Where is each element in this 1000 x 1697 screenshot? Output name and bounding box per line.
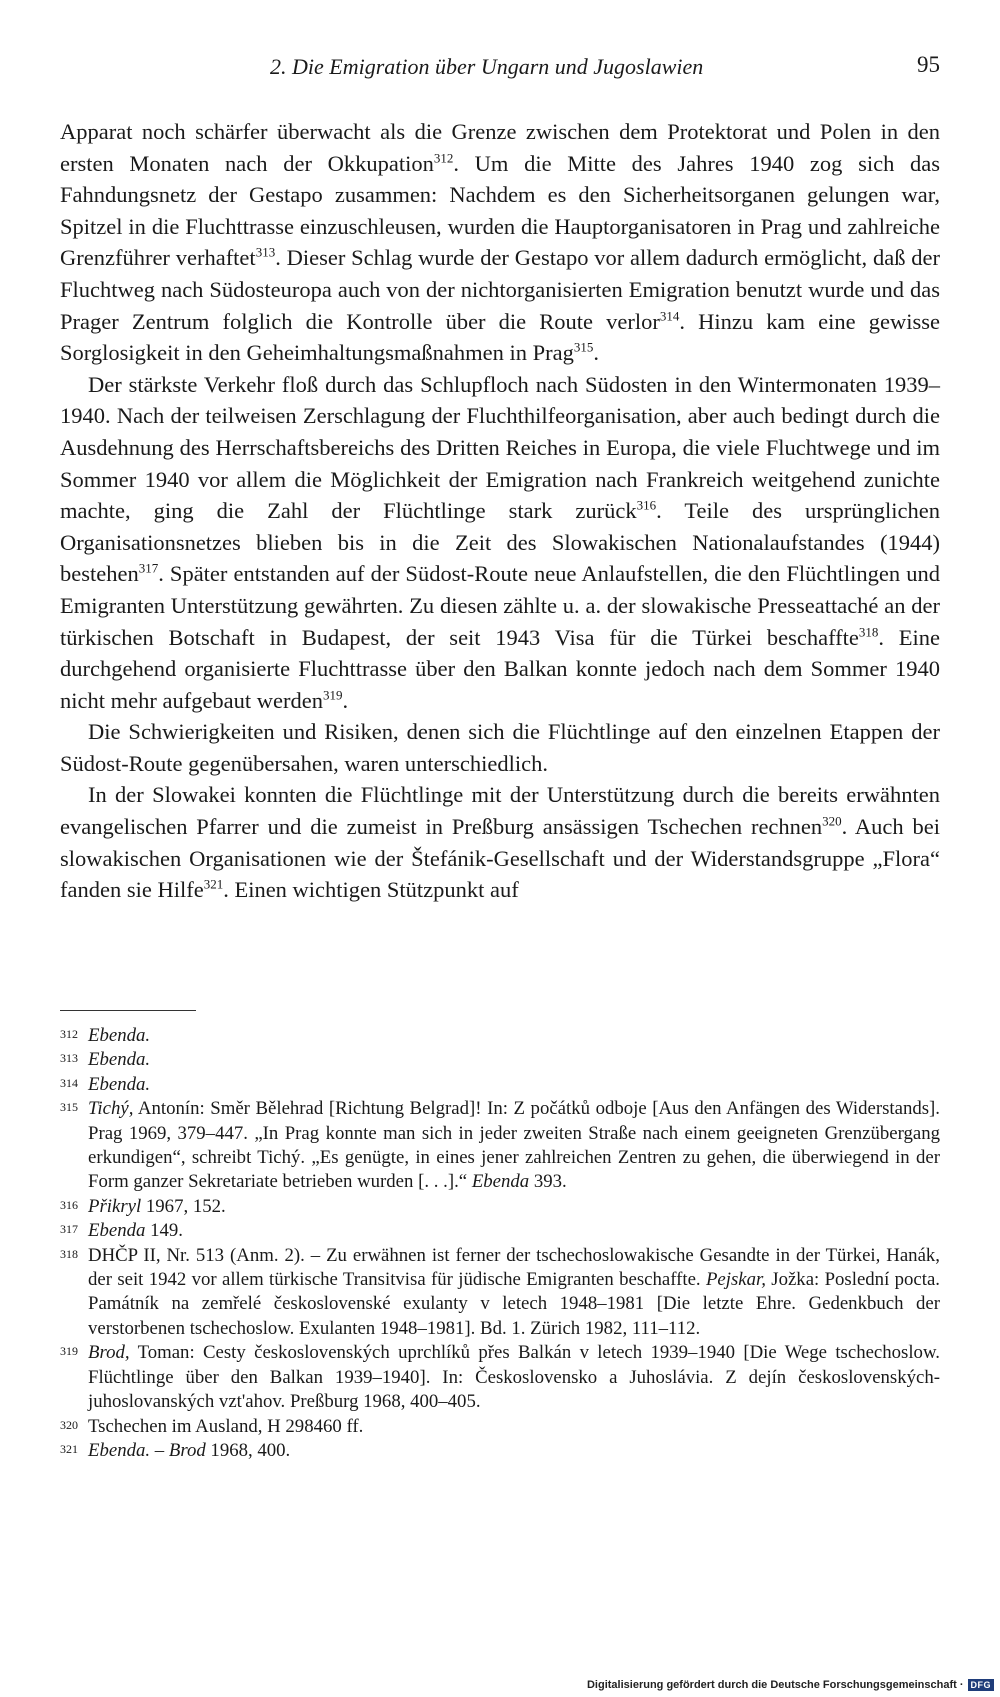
footnote-number: 321	[60, 1441, 78, 1456]
text-run: . Um die Mitte des Jahres 1940 zog sich das Fahndungsnetz der Gestapo zusammen: Nachdem es den Sicherheitsorganen gelungen war, Spitzel in die Fluchttrasse einzuschleusen, wurden die Hauptorganisatoren in Prag und zahlreiche Grenzführer verhaftet	[60, 150, 940, 271]
footnote-run: 393.	[529, 1171, 567, 1193]
text-run: . Auch bei slowakischen Organisationen wie der Štefánik-Gesellschaft und der Widerstandsgruppe „Flora“ fanden sie Hilfe	[60, 814, 940, 903]
footnote-run: Jožka: Poslední pocta. Památník na zemřelé československé exulanty v letech 1948–1981 [Die letzte Ehre. Gedenkbuch der verstorbenen tschechoslow. Exulanten 1948–1981]. Bd. 1. Zürich 1982, 111–112.	[88, 1269, 940, 1339]
footnote-reference[interactable]: 312	[433, 150, 454, 166]
footnote-number: 316	[60, 1197, 78, 1212]
footnote-number: 320	[60, 1417, 78, 1432]
footnote-italic: Ebenda.	[88, 1439, 151, 1461]
footnote-divider	[60, 1010, 196, 1011]
footnote-text	[88, 1073, 940, 1097]
text-run: In der Slowakei konnten die Flüchtlinge mit der Unterstützung durch die bereits erwähnten evangelischen Pfarrer und die zumeist in Preßburg ansässigen Tschechen rechnen	[60, 782, 940, 840]
footnote-italic: Ebenda.	[88, 1073, 151, 1095]
footnote-text	[88, 1415, 940, 1439]
text-run: .	[342, 687, 349, 713]
footnote-italic: Pejskar,	[705, 1269, 766, 1291]
footnote	[60, 1244, 940, 1342]
footnote-italic: Ebenda.	[88, 1025, 151, 1046]
digitization-credit	[587, 1679, 994, 1691]
footnote-italic: Ebenda	[88, 1220, 146, 1242]
text-run: . Dieser Schlag wurde der Gestapo vor allem dadurch ermöglicht, daß der Fluchtweg nach Südosteuropa auch von der nichtorganisierten Emigration benutzt wurde und das Prager Zentrum folglich die Kontrolle über die Route verlor	[60, 245, 940, 334]
footnote-text	[88, 1439, 940, 1463]
footnote-reference[interactable]: 316	[636, 497, 657, 513]
paragraph	[60, 116, 940, 369]
footnote-text	[88, 1097, 940, 1195]
footnote	[60, 1439, 940, 1463]
paragraph	[60, 716, 940, 779]
footnote-run: 1968, 400.	[205, 1439, 291, 1461]
text-run: . Eine durchgehend organisierte Fluchttrasse über den Balkan konnte jedoch nach dem Sommer 1940 nicht mehr aufgebaut werden	[60, 624, 941, 713]
footnote-reference[interactable]: 319	[323, 687, 343, 703]
footnote-number: 318	[60, 1246, 78, 1261]
digitization-credit-text: Digitalisierung gefördert durch die Deutsche Forschungsgemeinschaft ·	[586, 1679, 964, 1691]
text-run: . Teile des ursprünglichen Organisationsnetzes blieben bis in die Zeit des Slowakischen Nationalaufstandes (1944) bestehen	[60, 498, 941, 587]
footnote	[60, 1024, 940, 1048]
footnote-text	[88, 1195, 940, 1219]
footnote-italic: Přikryl	[88, 1195, 142, 1217]
footnote-run: 149.	[145, 1220, 183, 1242]
footnote-reference[interactable]: 314	[659, 308, 680, 324]
footnote-number: 313	[60, 1051, 78, 1066]
footnote-italic: Brod	[168, 1439, 206, 1461]
footnote-reference[interactable]: 317	[138, 560, 159, 576]
footnote-text	[88, 1048, 940, 1072]
footnote	[60, 1097, 940, 1195]
footnote-italic: Ebenda	[471, 1171, 530, 1193]
page-header	[60, 52, 940, 88]
page-number: 95	[917, 52, 940, 77]
footnote-run: DHČP II, Nr. 513 (Anm. 2). – Zu erwähnen ist ferner der tschechoslowakische Gesandte in der Türkei, Hanák, der seit 1942 vor allem türkische Transitvisa für jüdische Emigranten beschaffte.	[88, 1244, 940, 1291]
text-run: Apparat noch schärfer überwacht als die Grenze zwischen dem Protektorat und Polen in den ersten Monaten nach der Okkupation	[60, 119, 940, 176]
text-run: . Hinzu kam eine gewisse Sorglosigkeit in den Geheimhaltungsmaßnahmen in Prag	[60, 308, 940, 366]
footnote	[60, 1415, 940, 1439]
footnote-italic: Tichý,	[88, 1098, 134, 1120]
footnote-run: Toman: Cesty československých uprchlíků přes Balkán v letech 1939–1940 [Die Wege tschechoslow. Flüchtlinge über den Balkan 1939–1940]. In: Československo a Juhoslávia. Z dejín československých-juhoslovanských vzt'ahov. Preßburg 1968, 400–405.	[88, 1342, 940, 1413]
footnote-reference[interactable]: 321	[203, 876, 224, 892]
footnote-reference[interactable]: 318	[858, 624, 879, 639]
footnote	[60, 1341, 940, 1414]
running-title: 2. Die Emigration über Ungarn und Jugoslawien	[270, 54, 704, 79]
text-run: Die Schwierigkeiten und Risiken, denen sich die Flüchtlinge auf den einzelnen Etappen der Südost-Route gegenübersahen, waren unterschiedlich.	[60, 719, 940, 776]
footnote-text	[88, 1244, 940, 1342]
footnote-run: 1967, 152.	[141, 1195, 226, 1217]
footnote	[60, 1219, 940, 1243]
footnote-run: –	[150, 1439, 169, 1461]
paragraph	[60, 369, 940, 717]
dfg-logo: DFG	[968, 1679, 995, 1691]
footnote-run: Antonín: Směr Bělehrad [Richtung Belgrad]! In: Z počátků odboje [Aus den Anfängen des Widerstands]. Prag 1969, 379–447. „In Prag konnte man sich in jeder zweiten Straße nach einem geeigneten Grenzübergang erkundigen“, schreibt Tichý. „Es genügte, in eines jener zahlreichen Zentren zu gehen, die überwiegend in der Form ganzer Sekretariate betrieben wurden [. . .].“	[88, 1098, 940, 1193]
paragraph	[60, 779, 940, 905]
footnote-number: 315	[60, 1100, 78, 1115]
footnote	[60, 1195, 940, 1219]
text-run: . Später entstanden auf der Südost-Route neue Anlaufstellen, die den Flüchtlingen und Emigranten Unterstützung gewährten. Zu diesen zählte u. a. der slowakische Presseattaché an der türkischen Botschaft in Budapest, der seit 1943 Visa für die Türkei beschaffte	[60, 561, 940, 650]
footnote	[60, 1048, 940, 1072]
footnote-number: 319	[60, 1344, 78, 1359]
text-run: Der stärkste Verkehr floß durch das Schlupfloch nach Südosten in den Wintermonaten 1939–1940. Nach der teilweisen Zerschlagung der Fluchthilfeorganisation, aber auch bedingt durch die Ausdehnung des Herrschaftsbereichs des Dritten Reiches in Europa, die viele Fluchtwege und im Sommer 1940 vor allem die Möglichkeit der Emigration nach Frankreich weitgehend zunichte machte, ging die Zahl der Flüchtlinge stark zurück	[60, 371, 940, 524]
footnote-run: Tschechen im Ausland, H 298460 ff.	[88, 1415, 364, 1437]
text-run: . Einen wichtigen Stützpunkt auf	[223, 877, 519, 903]
footnotes	[60, 1024, 940, 1463]
footnote-text	[88, 1341, 940, 1414]
footnote-number: 314	[60, 1075, 78, 1090]
footnote-italic: Ebenda.	[88, 1049, 151, 1071]
footnote-reference[interactable]: 315	[573, 339, 594, 355]
footnote-number: 312	[60, 1027, 78, 1041]
footnote-italic: Brod,	[88, 1342, 130, 1364]
main-text	[60, 116, 940, 906]
text-run: .	[593, 340, 600, 366]
footnote-text	[88, 1024, 940, 1048]
footnote-reference[interactable]: 313	[255, 244, 276, 260]
footnote-reference[interactable]: 320	[822, 813, 842, 829]
footnote-number: 317	[60, 1222, 78, 1237]
footnote-text	[88, 1219, 940, 1243]
footnote	[60, 1073, 940, 1097]
